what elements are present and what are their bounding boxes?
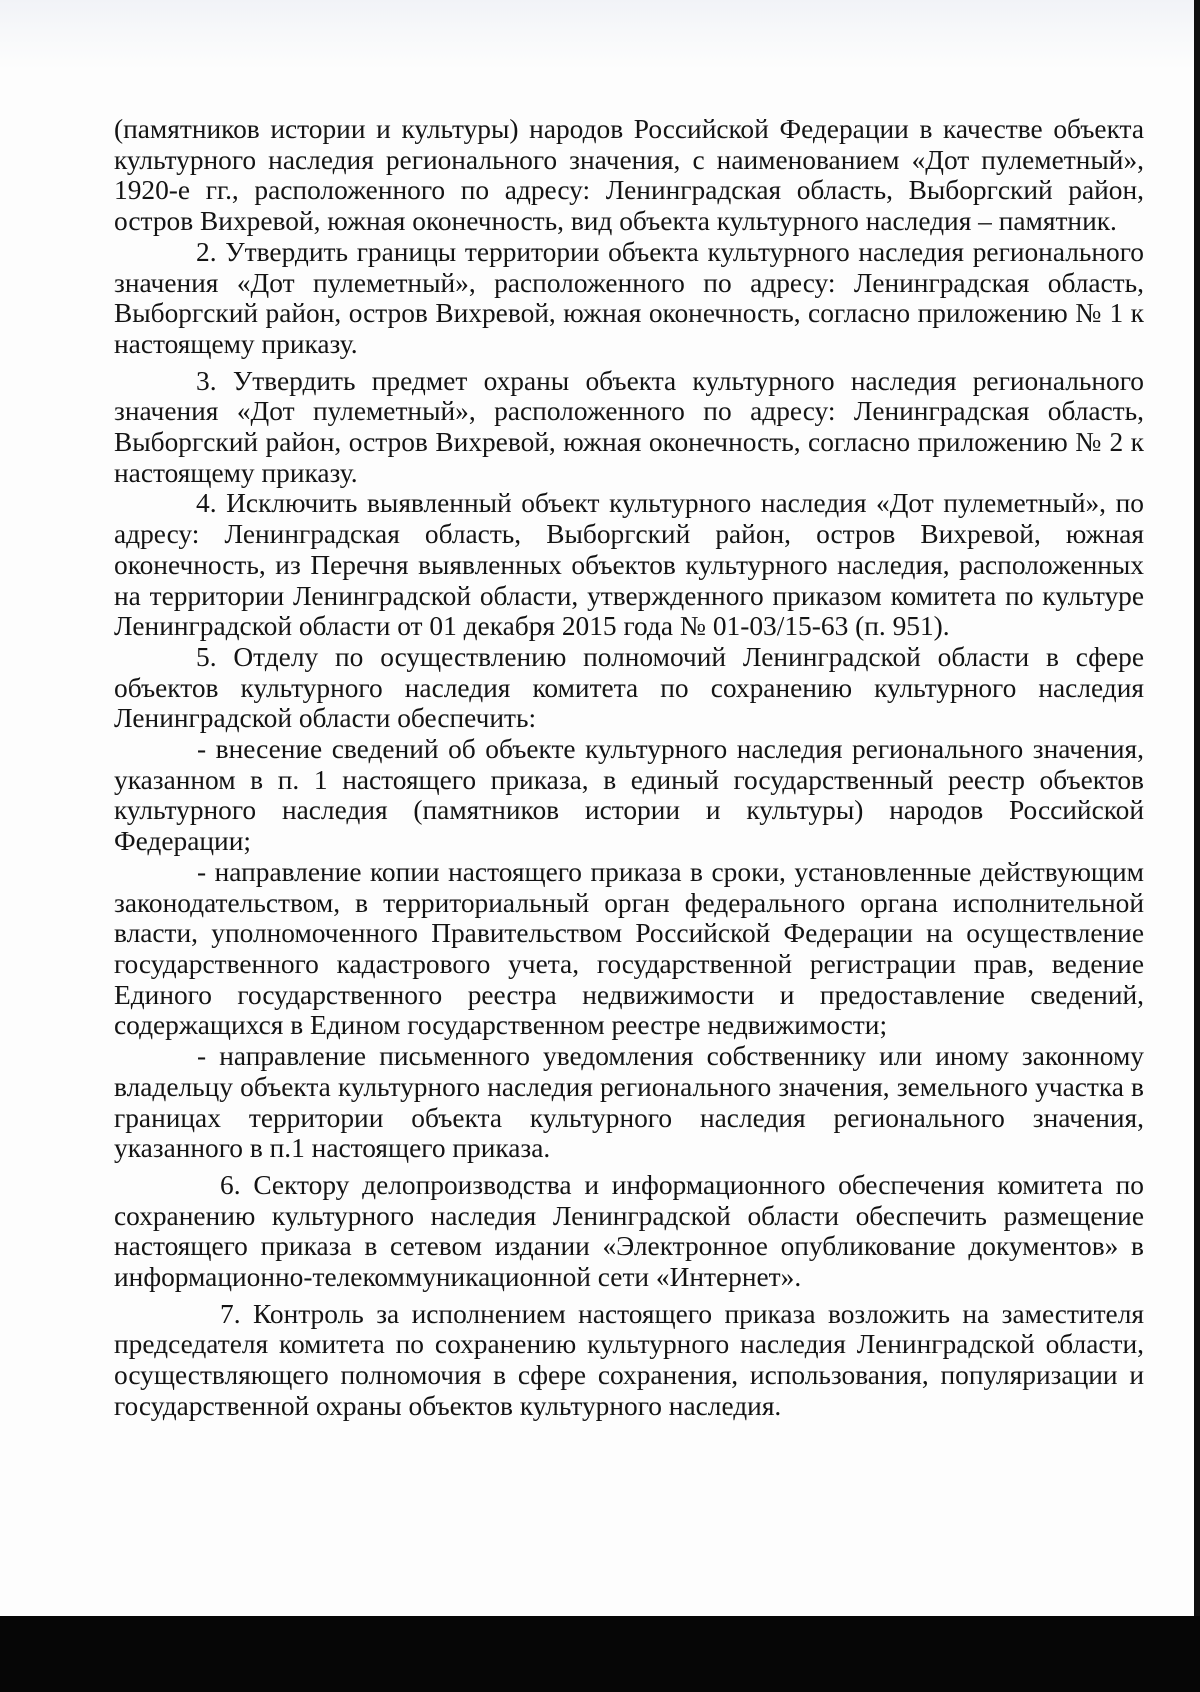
subitem-registry: - внесение сведений об объекте культурного наследия регионального значения, указанном в п. 1 настоящего приказа, в единый государственный реестр объектов культурного наследия (памятников истории и культуры) народов Российской Федерации; xyxy=(114,734,1144,857)
scan-top-edge xyxy=(0,0,1200,70)
scan-bottom-band xyxy=(0,1616,1200,1692)
item-3-protection-subject: 3. Утвердить предмет охраны объекта культурного наследия регионального значения «Дот пулеметный», расположенного по адресу: Ленинградская область, Выборгский район, остров Вихревой, южная оконечность, согласно приложению № 2 к настоящему приказу. xyxy=(114,365,1144,488)
scan-right-edge xyxy=(1194,0,1200,1692)
item-6-publication: 6. Сектору делопроизводства и информационного обеспечения комитета по сохранению культурного наследия Ленинградской области обеспечить размещение настоящего приказа в сетевом издании «Электронное опубликование документов» в информационно-телекоммуникационной сети «Интернет». xyxy=(114,1169,1144,1293)
item-2-borders: 2. Утвердить границы территории объекта культурного наследия регионального значения «Дот пулеметный», расположенного по адресу: Ленинградская область, Выборгский район, остров Вихревой, южная оконечность, согласно приложению № 1 к настоящему приказу. xyxy=(114,236,1144,359)
item-7-control: 7. Контроль за исполнением настоящего приказа возложить на заместителя председателя комитета по сохранению культурного наследия Ленинградской области, осуществляющего полномочия в сфере сохранения, использования, популяризации и государственной охраны объектов культурного наследия. xyxy=(114,1298,1144,1421)
document-body xyxy=(114,114,1144,1422)
item-5-department: 5. Отделу по осуществлению полномочий Ленинградской области в сфере объектов культурного наследия комитета по сохранению культурного наследия Ленинградской области обеспечить: xyxy=(114,641,1144,734)
subitem-copy-direction: - направление копии настоящего приказа в сроки, установленные действующим законодательством, в территориальный орган федерального органа исполнительной власти, уполномоченного Правительством Российской Федерации на осуществление государственного кадастрового учета, государственной регистрации прав, ведение Единого государственного реестра недвижимости и предоставление сведений, содержащихся в Едином государственном реестре недвижимости; xyxy=(114,856,1144,1041)
subitem-owner-notice: - направление письменного уведомления собственнику или иному законному владельцу объекта культурного наследия регионального значения, земельного участка в границах территории объекта культурного наследия регионального значения, указанного в п.1 настоящего приказа. xyxy=(114,1041,1144,1164)
paragraph-continuation: (памятников истории и культуры) народов Российской Федерации в качестве объекта культурного наследия регионального значения, с наименованием «Дот пулеметный», 1920-е гг., расположенного по адресу: Ленинградская область, Выборгский район, остров Вихревой, южная оконечность, вид объекта культурного наследия – памятник. xyxy=(114,114,1144,237)
item-4-exclusion: 4. Исключить выявленный объект культурного наследия «Дот пулеметный», по адресу: Ленинградская область, Выборгский район, остров Вихревой, южная оконечность, из Перечня выявленных объектов культурного наследия, расположенных на территории Ленинградской области, утвержденного приказом комитета по культуре Ленинградской области от 01 декабря 2015 года № 01-03/15-63 (п. 951). xyxy=(114,488,1144,642)
